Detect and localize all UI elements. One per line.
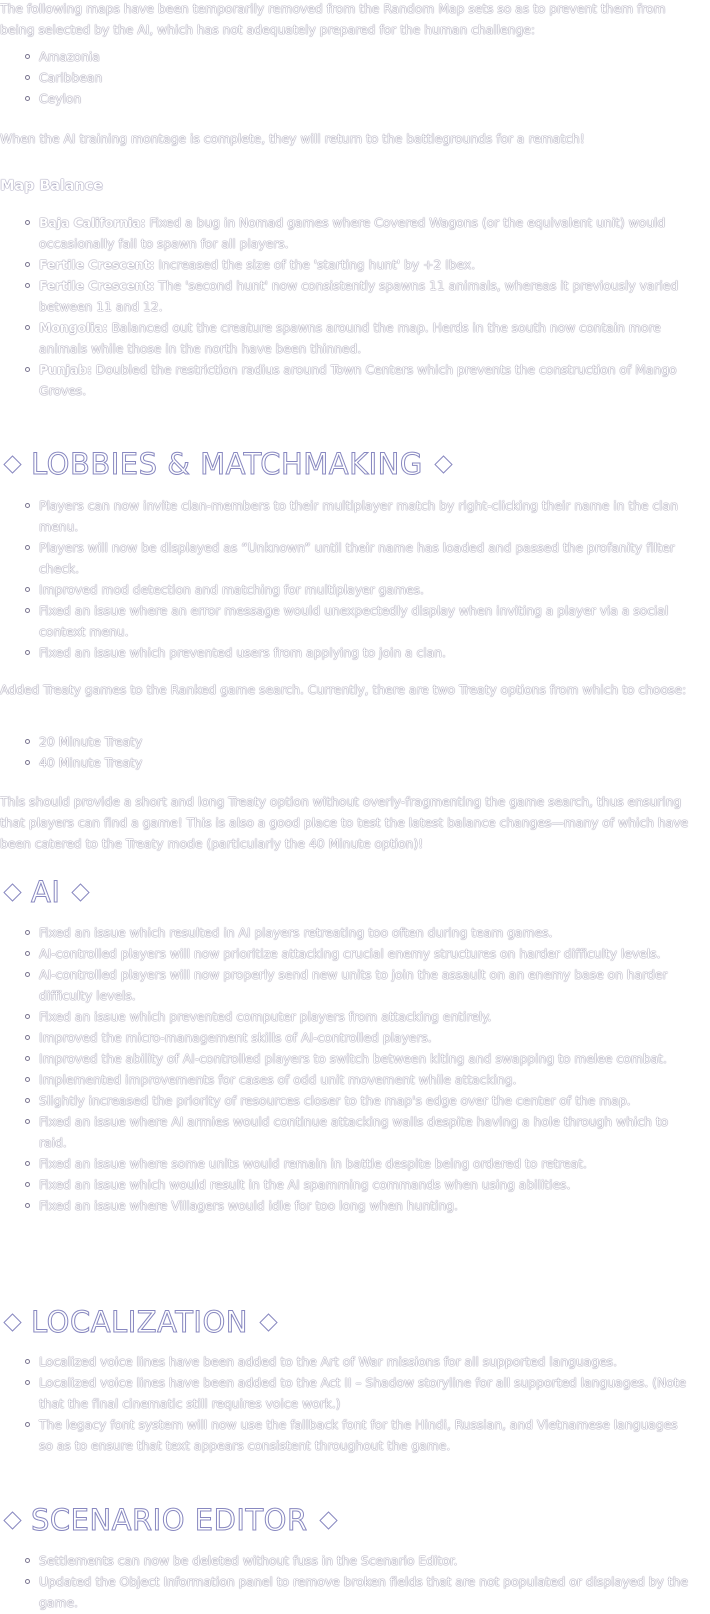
- section-title: LOCALIZATION: [31, 1304, 248, 1339]
- treaty-outro-paragraph: This should provide a short and long Treaty option without overly-fragmenting the game search, thus ensuring that players can find a game! This is also a good place to test the latest balance changes—many of which have been catered to the Treaty mode (particularly the 40 Minute option)!: [0, 794, 689, 851]
- list-item: The legacy font system will now use the fallback font for the Hindi, Russian, and Vietnamese languages so as to ensure that text appears consistent throughout the game.: [39, 1414, 694, 1456]
- map-name: Baja California:: [39, 215, 146, 230]
- list-item: 40 Minute Treaty: [39, 752, 142, 773]
- list-item: AI-controlled players will now properly send new units to join the assault on an enemy base on harder difficulty levels.: [39, 964, 694, 1006]
- diamond-icon: [3, 455, 21, 473]
- list-item: Fixed an issue where an error message would unexpectedly display when inviting a player via a social context menu.: [39, 600, 694, 642]
- change-text: The 'second hunt' now consistently spawns 11 animals, whereas it previously varied between 11 and 12.: [39, 278, 679, 314]
- list-item: Fixed an issue which would result in the AI spamming commands when using abilities.: [39, 1174, 694, 1195]
- list-item: 20 Minute Treaty: [39, 731, 142, 752]
- list-item: Fixed an issue which resulted in AI players retreating too often during team games.: [39, 922, 694, 943]
- list-item: Fixed an issue which prevented computer players from attacking entirely.: [39, 1006, 694, 1027]
- diamond-icon: [72, 883, 90, 901]
- localization-list: [0, 1351, 694, 1456]
- map-name: Punjab:: [39, 362, 92, 377]
- list-item: [39, 275, 694, 317]
- change-text: Doubled the restriction radius around Town Centers which prevents the construction of Mango Groves.: [39, 362, 677, 398]
- section-heading-localization: [0, 1302, 275, 1342]
- lobbies-list: [0, 495, 694, 663]
- map-balance-heading: Map Balance: [0, 178, 103, 194]
- list-item: Improved the micro-management skills of AI-controlled players.: [39, 1027, 694, 1048]
- list-item: Fixed an issue which prevented users from applying to join a clan.: [39, 642, 694, 663]
- diamond-icon: [3, 1313, 21, 1331]
- list-item: Fixed an issue where some units would remain in battle despite being ordered to retreat.: [39, 1153, 694, 1174]
- list-item: Implemented improvements for cases of odd unit movement while attacking.: [39, 1069, 694, 1090]
- list-item: Caribbean: [39, 67, 102, 88]
- list-item: Ceylon: [39, 88, 102, 109]
- list-item: [39, 254, 694, 275]
- map-name: Fertile Crescent:: [39, 278, 155, 293]
- intro-paragraph: The following maps have been temporarily removed from the Random Map sets so as to prevent them from being selected by the AI, which has not adequately prepared for the human challenge:: [0, 1, 666, 37]
- list-item: Fixed an issue where Villagers would idle for too long when hunting.: [39, 1195, 694, 1216]
- section-title: LOBBIES & MATCHMAKING: [31, 446, 423, 481]
- list-item: [39, 359, 694, 401]
- section-heading-ai: [0, 872, 87, 912]
- section-title: AI: [31, 874, 61, 909]
- list-item: Players will now be displayed as “Unknown” until their name has loaded and passed the profanity filter check.: [39, 537, 694, 579]
- list-item: Slightly increased the priority of resources closer to the map's edge over the center of the map.: [39, 1090, 694, 1111]
- list-item: [39, 317, 694, 359]
- treaty-options-list: [0, 731, 142, 773]
- removed-maps-list: [0, 46, 102, 109]
- change-text: Increased the size of the 'starting hunt' by +2 Ibex.: [154, 257, 476, 272]
- scenario-editor-list: [0, 1550, 694, 1613]
- map-name: Fertile Crescent:: [39, 257, 155, 272]
- diamond-icon: [3, 1511, 21, 1529]
- change-text: Fixed a bug in Nomad games where Covered Wagons (or the equivalent unit) would occasionally fail to spawn for all players.: [39, 215, 666, 251]
- section-heading-lobbies: [0, 444, 450, 484]
- diamond-icon: [319, 1511, 337, 1529]
- list-item: Improved mod detection and matching for multiplayer games.: [39, 579, 694, 600]
- ai-list: [0, 922, 694, 1216]
- diamond-icon: [3, 883, 21, 901]
- list-item: Amazonia: [39, 46, 102, 67]
- list-item: Players can now invite clan-members to their multiplayer match by right-clicking their name in the clan menu.: [39, 495, 694, 537]
- list-item: Fixed an issue where AI armies would continue attacking walls despite having a hole through which to raid.: [39, 1111, 694, 1153]
- diamond-icon: [434, 455, 452, 473]
- intro-outro-paragraph: When the AI training montage is complete, they will return to the battlegrounds for a rematch!: [0, 131, 585, 146]
- section-heading-scenario-editor: [0, 1500, 335, 1540]
- change-text: Balanced out the creature spawns around the map. Herds in the south now contain more animals while those in the north have been thinned.: [39, 320, 661, 356]
- list-item: Updated the Object Information panel to remove broken fields that are not populated or displayed by the game.: [39, 1571, 694, 1613]
- list-item: AI-controlled players will now prioritize attacking crucial enemy structures on harder difficulty levels.: [39, 943, 694, 964]
- map-balance-list: [0, 212, 694, 401]
- list-item: Settlements can now be deleted without fuss in the Scenario Editor.: [39, 1550, 694, 1571]
- diamond-icon: [259, 1313, 277, 1331]
- section-title: SCENARIO EDITOR: [31, 1502, 308, 1537]
- list-item: Improved the ability of AI-controlled players to switch between kiting and swapping to melee combat.: [39, 1048, 694, 1069]
- list-item: Localized voice lines have been added to the Act II – Shadow storyline for all supported languages. (Note that the final cinematic still requires voice work.): [39, 1372, 694, 1414]
- map-name: Mongolia:: [39, 320, 108, 335]
- treaty-paragraph: Added Treaty games to the Ranked game search. Currently, there are two Treaty options from which to choose:: [0, 682, 687, 697]
- list-item: Localized voice lines have been added to the Art of War missions for all supported languages.: [39, 1351, 694, 1372]
- list-item: [39, 212, 694, 254]
